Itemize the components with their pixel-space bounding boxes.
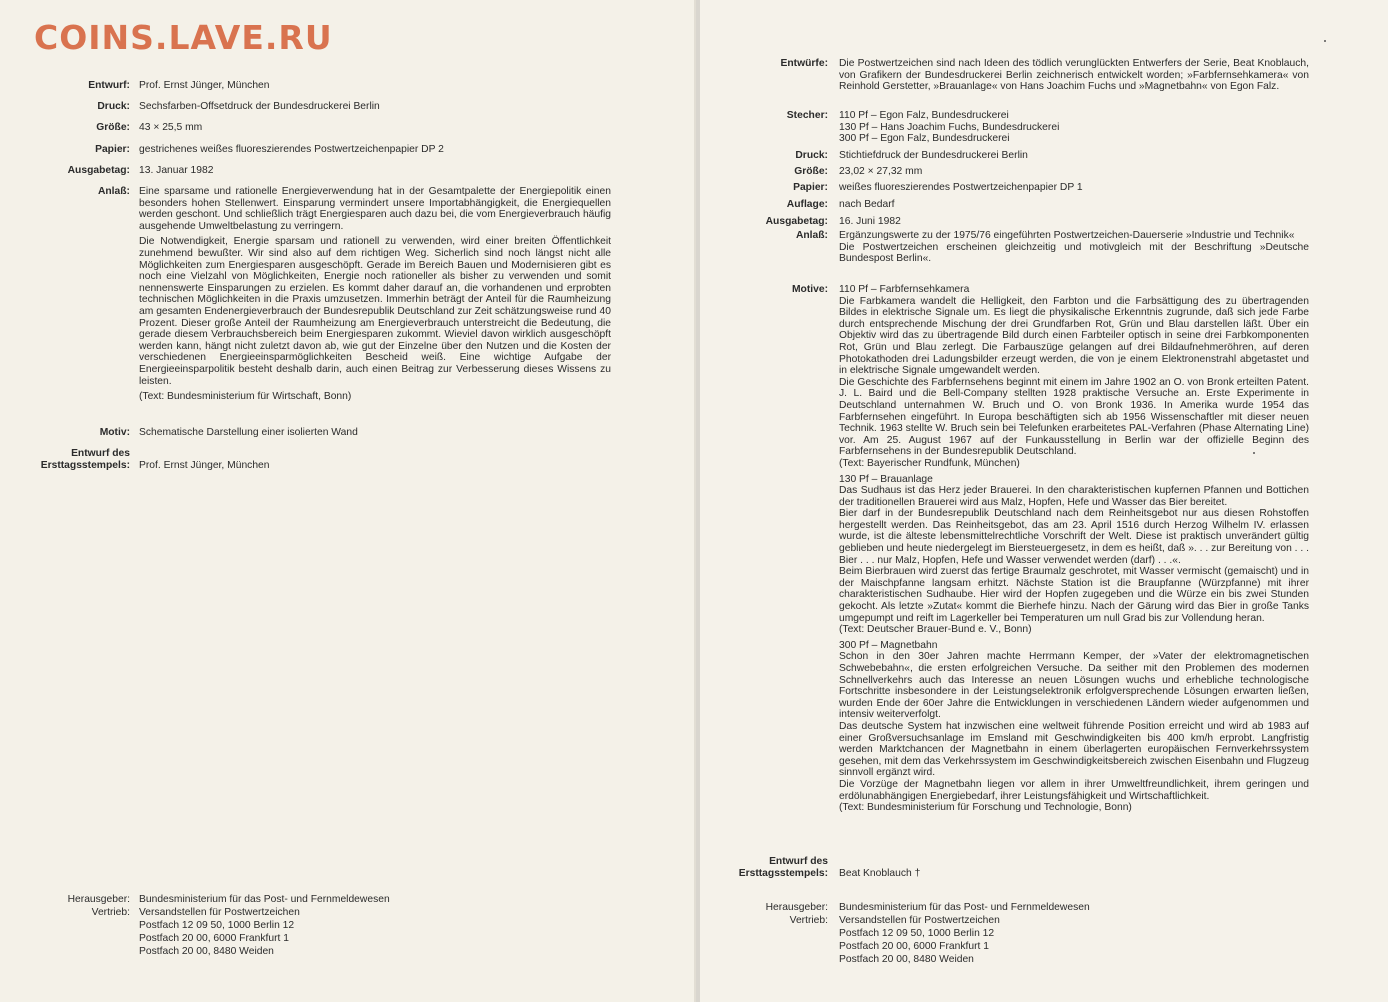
- speck-mark: [1253, 452, 1255, 454]
- anlass-paragraph-2: Die Postwertzeichen erscheinen gleichzeitig und motivgleich mit der Beschriftung »Deutsche Bundespost Berlin«.: [839, 241, 1309, 265]
- motive-text: [839, 284, 1309, 814]
- motive-paragraph: Bier darf in der Bundesrepublik Deutschland nach dem Reinheitsgebot nur aus diesen Rohstoffen hergestellt werden. Das Reinheitsgebot, das am 23. April 1516 durch Herzog Wilhelm IV. erlassen wurde, ist die älteste lebensmittelrechtliche Vorschrift der Welt. Diese ist praktisch unverändert gültig geblieben und heute niedergelegt im Biersteuergesetz, in dem es heißt, daß ». . . zur Bereitung von . . . Bier . . . nur Malz, Hopfen, Hefe und Wasser verwendet werden (darf) . . .«.: [839, 508, 1309, 566]
- field-value: 23,02 × 27,32 mm: [839, 166, 923, 177]
- vertrieb-line: Postfach 20 00, 6000 Frankfurt 1: [839, 941, 989, 952]
- field-label: Motive:: [791, 284, 828, 295]
- field-label: Ausgabetag:: [67, 165, 130, 176]
- vertrieb-line: Postfach 20 00, 8480 Weiden: [139, 946, 274, 957]
- motive-paragraph: Die Vorzüge der Magnetbahn liegen vor allem in ihrer Umweltfreundlichkeit, ihrem geringen und erdölunabhängigen Energiebedarf, ihrer Leistungsfähigkeit und Wirtschaftlichkeit.: [839, 778, 1309, 802]
- vertrieb-label: Vertrieb:: [789, 915, 828, 926]
- anlass-paragraph-1: Eine sparsame und rationelle Energieverwendung hat in der Gesamtpalette der Energiepolitik einen besonders hohen Stellenwert. Einsparung vermindert unsere Importabhängigkeit, die Energiequellen werden geschont. Und schließlich trägt Energiesparen auch dazu bei, die vom Energieverbrauch häufig ausgehende Umweltbelastung zu verringern.: [139, 186, 611, 232]
- motive-paragraph: Die Geschichte des Farbfernsehens beginnt mit einem im Jahre 1902 an O. von Bronk erteilten Patent. J. L. Baird und die Bell-Company stellten 1928 praktische Versuche an. Erste Experimente in Deutschland unternahmen W. Bruch und O. von Bronk 1936. In Amerika wurde 1954 das Farbfernsehen eingeführt. In Europa beschäftigten sich ab 1956 Wissenschaftler mit dieser neuen Technik. 1963 stellte W. Bruch sein bei Telefunken erarbeitetes PAL-Verfahren (Phase Alternating Line) vor. Am 25. August 1967 auf der Funkausstellung in Berlin war der offizielle Beginn des Farbfernsehens in der Bundesrepublik Deutschland.: [839, 376, 1309, 458]
- field-value: Prof. Ernst Jünger, München: [139, 460, 270, 471]
- field-label: Anlaß:: [795, 230, 828, 241]
- vertrieb-line: Postfach 20 00, 8480 Weiden: [839, 954, 974, 965]
- field-value: Die Postwertzeichen sind nach Ideen des tödlich verunglückten Entwerfers der Serie, Beat Knoblauch, von Grafikern der Bundesdruckerei Berlin zeichnerisch entwickelt worden; »Farbfernsehkamera« von Reinhold Gerstetter, »Brauanlage« von Hans Joachim Fuchs und »Magnetbahn« von Egon Falz.: [839, 58, 1309, 93]
- field-value: nach Bedarf: [839, 199, 895, 210]
- anlass-source: (Text: Bundesministerium für Wirtschaft, Bonn): [139, 391, 352, 403]
- field-label: Entwurf:: [88, 80, 130, 91]
- stecher-line: 300 Pf – Egon Falz, Bundesdruckerei: [839, 133, 1010, 145]
- field-label: [41, 448, 130, 471]
- motive-paragraph: Schon in den 30er Jahren machte Herrmann Kemper, der »Vater der elektromagnetischen Schwebebahn«, die ersten erfolgreichen Versuche. Da seither mit den Problemen des modernen Schnellverkehrs auch das Interesse an neuen Lösungen wuchs und erhebliche technologische Fortschritte insbesondere in der Leistungselektronik erfolgversprechende Lösungen erwarten ließen, wurden Ende der 60er Jahre die Entwicklungen in verschiedenen Ländern wieder aufgenommen und intensiv weiterverfolgt.: [839, 651, 1309, 721]
- herausgeber-value: Bundesministerium für das Post- und Fernmeldewesen: [839, 902, 1090, 913]
- field-label: Größe:: [96, 122, 130, 133]
- vertrieb-line: Postfach 20 00, 6000 Frankfurt 1: [139, 933, 289, 944]
- field-value: 13. Januar 1982: [139, 165, 214, 176]
- field-value: gestrichenes weißes fluoreszierendes Postwertzeichenpapier DP 2: [139, 144, 444, 155]
- motive-source: (Text: Bundesministerium für Forschung und Technologie, Bonn): [839, 802, 1132, 814]
- vertrieb-line: Versandstellen für Postwertzeichen: [139, 907, 300, 918]
- stecher-line: 110 Pf – Egon Falz, Bundesdruckerei: [839, 110, 1009, 121]
- motive-source: (Text: Deutscher Brauer-Bund e. V., Bonn): [839, 624, 1032, 636]
- stecher-line: 130 Pf – Hans Joachim Fuchs, Bundesdruckerei: [839, 121, 1060, 133]
- field-label: Papier:: [793, 182, 828, 193]
- motive-paragraph: Das Sudhaus ist das Herz jeder Brauerei. In den charakteristischen kupfernen Pfannen und Bottichen der traditionellen Brauerei wird aus Malz, Hopfen, Hefe und Wasser das Bier bereitet.: [839, 485, 1309, 508]
- motive-paragraph: Die Farbkamera wandelt die Helligkeit, den Farbton und die Farbsättigung des zu übertragenden Bildes in elektrische Signale um. Es liegt die physikalische Erkenntnis zugrunde, daß sich jede Farbe durch entsprechende Mischung der drei Grundfarben Rot, Grün und Blau darstellen läßt. Über ein Objektiv wird das zu übertragende Bild durch einen Farbteiler optisch in seine drei Farbkomponenten Rot, Grün und Blau zerlegt. Die Farbauszüge gelangen auf drei Bildaufnehmeröhren, auf deren Photokathoden drei Ladungsbilder erzeugt werden, die von je einem Elektronenstrahl abgetastet und in elektrische Signale umgewandelt werden.: [839, 295, 1309, 377]
- motive-title-110: 110 Pf – Farbfernsehkamera: [839, 284, 970, 295]
- field-label: Anlaß:: [97, 186, 130, 197]
- field-value: Stichtiefdruck der Bundesdruckerei Berlin: [839, 150, 1028, 161]
- field-label: Motiv:: [99, 427, 130, 438]
- field-label: Druck:: [795, 150, 828, 161]
- field-label: Auflage:: [786, 199, 828, 210]
- field-value: Beat Knoblauch †: [839, 868, 921, 879]
- page-edge: [694, 0, 696, 1002]
- anlass-text: [839, 230, 1309, 265]
- herausgeber-value: Bundesministerium für das Post- und Fernmeldewesen: [139, 894, 390, 905]
- field-label: Druck:: [97, 101, 130, 112]
- herausgeber-label: Herausgeber:: [765, 902, 828, 913]
- motive-title-300: 300 Pf – Magnetbahn: [839, 639, 938, 651]
- field-label-line2: Ersttagsstempels:: [738, 867, 828, 879]
- right-page: [700, 0, 1388, 1002]
- motive-paragraph: Das deutsche System hat inzwischen eine weltweit führende Position erreicht und wird ab 1983 auf einer Großversuchsanlage im Emsland mit Geschwindigkeiten bis 400 km/h erprobt. Langfristig werden Marktchancen der Magnetbahn in einem überlagerten europäischen Fernverkehrssystem gesehen, mit dem das Verkehrssystem im Geschwindigkeitsbereich zwischen Eisenbahn und Flugzeug sinnvoll ergänzt wird.: [839, 720, 1309, 779]
- field-value: [839, 110, 1059, 145]
- field-value: Sechsfarben-Offsetdruck der Bundesdruckerei Berlin: [139, 101, 380, 112]
- herausgeber-label: Herausgeber:: [67, 894, 130, 905]
- anlass-paragraph-2: Die Notwendigkeit, Energie sparsam und rationell zu verwenden, wird einer breiten Öffentlichkeit zunehmend bewußter. Wir sind also auf dem richtigen Weg. Sicherlich sind noch längst nicht alle Möglichkeiten zum Energiesparen ausgeschöpft. Gerade im Bereich Bauen und Modernisieren gibt es noch eine Vielzahl von Möglichkeiten, Energie noch rationeller als bisher zu verwenden und somit nennenswerte Einsparungen zu erzielen. Es kommt daher darauf an, die vorhandenen und erprobten technischen Möglichkeiten in die Praxis umzusetzen. Immerhin beträgt der Anteil für die Raumheizung am gesamten Endenergieverbrauch der Bundesrepublik Deutschland zur Zeit schätzungsweise rund 40 Prozent. Dieser große Anteil der Raumheizung am Energieverbrauch unterstreicht die Bedeutung, die gerade diesem Verbrauchsbereich beim Energiesparen zukommt. Wieviel davon wirklich ausgeschöpft werden kann, hängt nicht zuletzt davon ab, wie gut der Einzelne über den Nutzen und die Kosten der verschiedenen Energieeinsparmöglichkeiten Bescheid weiß. Eine wichtige Aufgabe der Energieeinsparpolitik besteht deshalb darin, auch einen Beitrag zur Verbesserung dieses Wissens zu leisten.: [139, 236, 611, 387]
- vertrieb-line: Postfach 12 09 50, 1000 Berlin 12: [139, 920, 295, 931]
- field-value: Prof. Ernst Jünger, München: [139, 80, 270, 91]
- watermark-text: COINS.LAVE.RU: [34, 18, 333, 57]
- motive-title-130: 130 Pf – Brauanlage: [839, 473, 933, 485]
- vertrieb-label: Vertrieb:: [91, 907, 130, 918]
- speck-mark: [1324, 40, 1326, 42]
- field-value: 43 × 25,5 mm: [139, 122, 203, 133]
- field-value: 16. Juni 1982: [839, 216, 901, 227]
- field-label-line1: Entwurf des: [71, 448, 130, 459]
- anlass-paragraph-1: Ergänzungswerte zu der 1975/76 eingeführten Postwertzeichen-Dauerserie »Industrie und Technik«: [839, 230, 1295, 241]
- field-label: Entwürfe:: [780, 58, 828, 69]
- field-value: Schematische Darstellung einer isolierten Wand: [139, 427, 358, 438]
- field-label: Ausgabetag:: [765, 216, 828, 227]
- motive-source: (Text: Bayerischer Rundfunk, München): [839, 457, 1020, 469]
- vertrieb-line: Postfach 12 09 50, 1000 Berlin 12: [839, 928, 995, 939]
- field-label: [739, 856, 828, 879]
- field-label-line2: Ersttagsstempels:: [40, 459, 130, 471]
- motive-paragraph: Beim Bierbrauen wird zuerst das fertige Braumalz geschrotet, mit Wasser vermischt (gemaischt) und in der Maischpfanne langsam erhitzt. Nächste Station ist die Braupfanne (Würzpfanne) mit ihrer charakteristischen Sudhaube. Hier wird der Hopfen zugegeben und die Würze ein bis zwei Stunden gekocht. Als letzte »Zutat« kommt die Bierhefe hinzu. Nach der Gärung wird das Bier in große Tanks umgepumpt und reift im Lagerkeller bei Temperaturen um null Grad bis zur Vollendung heran.: [839, 566, 1309, 624]
- field-value: weißes fluoreszierendes Postwertzeichenpapier DP 1: [839, 182, 1083, 193]
- vertrieb-line: Versandstellen für Postwertzeichen: [839, 915, 1000, 926]
- anlass-text: [139, 186, 611, 403]
- field-label: Stecher:: [786, 110, 828, 121]
- field-label-line1: Entwurf des: [769, 856, 828, 867]
- field-label: Größe:: [794, 166, 828, 177]
- field-label: Papier:: [95, 144, 130, 155]
